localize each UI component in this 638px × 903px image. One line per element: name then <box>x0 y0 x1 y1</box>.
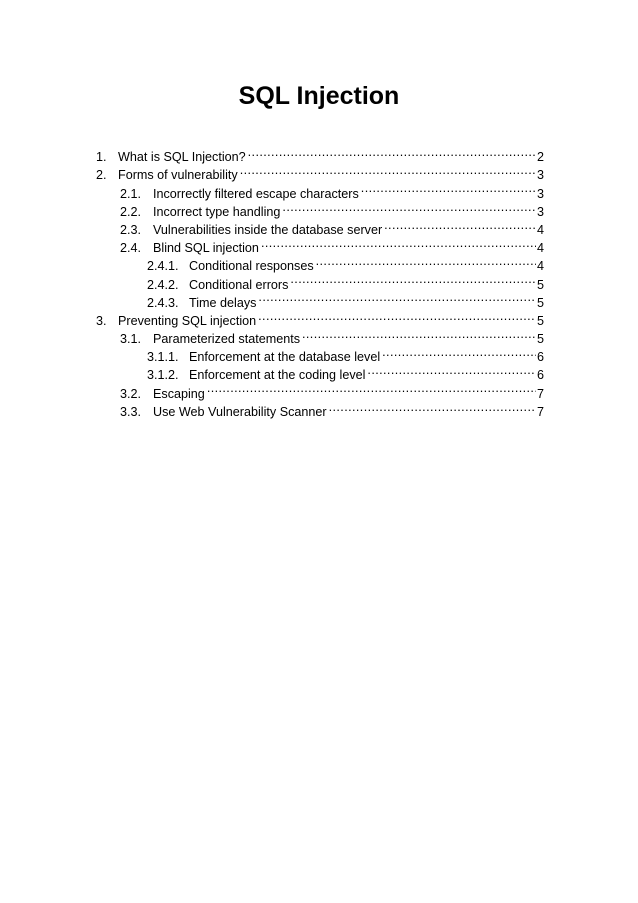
toc-dot-leader <box>248 143 536 161</box>
toc-entry-page: 5 <box>536 277 544 292</box>
toc-entry-page: 6 <box>536 368 544 383</box>
toc-entry-number: 3.3. <box>120 404 142 419</box>
toc-entry-label: Forms of vulnerability <box>118 168 238 183</box>
toc-entry-label: Enforcement at the database level <box>189 350 381 365</box>
toc-dot-leader <box>282 198 536 216</box>
toc-entry-label: Time delays <box>189 295 257 310</box>
toc-entry-label: Conditional errors <box>189 277 289 292</box>
toc-entry-label: Enforcement at the coding level <box>189 368 366 383</box>
toc-dot-leader <box>316 252 536 270</box>
toc-entry-number: 2.3. <box>120 222 142 237</box>
table-of-contents <box>96 143 544 419</box>
toc-entry-number: 3.1.2. <box>147 368 179 383</box>
toc-entry-label: Conditional responses <box>189 259 314 274</box>
toc-entry-page: 2 <box>536 150 544 165</box>
toc-dot-leader <box>258 307 536 325</box>
toc-entry-number: 3. <box>96 313 107 328</box>
toc-dot-leader <box>207 379 536 397</box>
toc-entry-number: 1. <box>96 150 107 165</box>
toc-dot-leader <box>384 216 536 234</box>
toc-entry-page: 7 <box>536 386 544 401</box>
toc-dot-leader <box>261 234 536 252</box>
toc-entry-page: 5 <box>536 313 544 328</box>
toc-entry-page: 7 <box>536 404 544 419</box>
page-title: SQL Injection <box>238 82 400 110</box>
toc-entry-page: 3 <box>536 186 544 201</box>
toc-entry-page: 3 <box>536 168 544 183</box>
toc-entry-number: 2.2. <box>120 204 142 219</box>
toc-entry-number: 3.1. <box>120 332 142 347</box>
toc-dot-leader <box>240 161 536 179</box>
toc-entry-page: 4 <box>536 222 544 237</box>
toc-entry-page: 6 <box>536 350 544 365</box>
toc-entry-label: Incorrect type handling <box>153 204 281 219</box>
toc-dot-leader <box>361 179 536 197</box>
toc-entry-number: 3.2. <box>120 386 142 401</box>
toc-dot-leader <box>367 361 536 379</box>
toc-entry-label: Use Web Vulnerability Scanner <box>153 404 327 419</box>
toc-dot-leader <box>258 289 536 307</box>
toc-entry-number: 3.1.1. <box>147 350 179 365</box>
toc-dot-leader <box>302 325 536 343</box>
toc-entry-label: Blind SQL injection <box>153 241 259 256</box>
toc-entry-number: 2.4. <box>120 241 142 256</box>
toc-entry-page: 4 <box>536 259 544 274</box>
toc-entry-number: 2.4.2. <box>147 277 179 292</box>
toc-entry-number: 2.4.3. <box>147 295 179 310</box>
toc-entry-number: 2.4.1. <box>147 259 179 274</box>
toc-entry-label: Parameterized statements <box>153 332 300 347</box>
toc-dot-leader <box>329 398 536 416</box>
toc-dot-leader <box>382 343 536 361</box>
toc-entry-page: 3 <box>536 204 544 219</box>
toc-entry-number: 2.1. <box>120 186 142 201</box>
toc-entry-page: 5 <box>536 295 544 310</box>
toc-entry-label: What is SQL Injection? <box>118 150 246 165</box>
toc-entry-page: 4 <box>536 241 544 256</box>
toc-dot-leader <box>290 270 536 288</box>
toc-entry-label: Vulnerabilities inside the database server <box>153 222 383 237</box>
toc-entry-label: Preventing SQL injection <box>118 313 257 328</box>
toc-entry-page: 5 <box>536 332 544 347</box>
toc-entry-label: Escaping <box>153 386 205 401</box>
toc-entry-number: 2. <box>96 168 107 183</box>
toc-entry[interactable] <box>96 143 544 165</box>
toc-entry-label: Incorrectly filtered escape characters <box>153 186 359 201</box>
